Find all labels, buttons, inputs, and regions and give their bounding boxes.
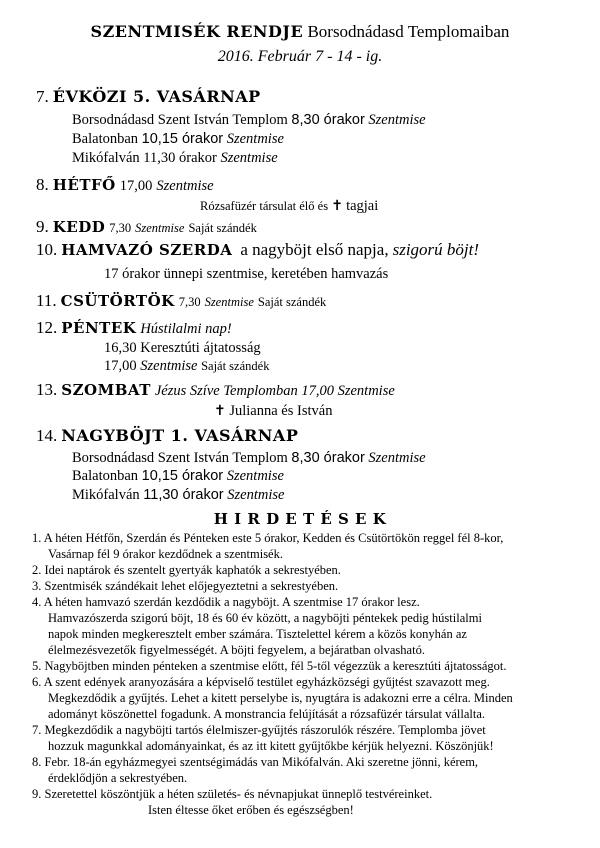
day-13-name: SZOMBAT [61,381,151,399]
day-7-name: ÉVKÖZI 5. VASÁRNAP [52,87,261,106]
day-14-line-3: Mikófalván 11,30 órakor Szentmise [72,487,285,503]
announcement-line: napok minden megkeresztelt ember számára. Tisztelettel kérem a közös konyhán az [48,627,467,641]
title-rest: Borsodnádasd Templomaiban [307,22,510,41]
date-range: 2016. Február 7 - 14 - ig. [217,48,383,65]
cross-icon: ✝ [331,199,343,214]
day-12-name: PÉNTEK [61,319,137,337]
announcement-line: Megkezdődik a gyűjtés. Lehet a kitett perselybe is, nyugtára is adakozni erre a célra. Minden [48,691,513,705]
announcement-line: Hamvazószerda szigorú böjt, 18 és 60 év között, a nagyböjti péntekek pedig hústilalmi [48,611,482,625]
day-8-name: HÉTFŐ [52,176,116,194]
page-title [0,22,600,42]
announcement-line: 3. Szentmisék szándékait lehet előjegyeztetni a sekrestyében. [32,579,339,593]
day-8-intent: Rózsafüzér társulat élő és ✝ tagjai [200,198,379,214]
day-10-line: 17 órakor ünnepi szentmise, keretében hamvazás [104,266,389,282]
day-7-line-2: Balatonban 10,15 órakor Szentmise [72,131,284,147]
day-10-header: 10. HAMVAZÓ SZERDA a nagyböjt első napja, szigorú böjt! [36,240,480,259]
day-12-line-1: 16,30 Keresztúti ájtatosság [104,340,261,356]
announcement-line: élelmezésvezetők figyelmességét. A böjti fegyelem, a bejáratban olvasható. [48,643,425,657]
day-7-line-3: Mikófalván 11,30 órakor Szentmise [72,150,278,166]
day-14-line-2: Balatonban 10,15 órakor Szentmise [72,468,284,484]
day-10-name: HAMVAZÓ SZERDA [61,241,233,259]
announcement-line: 7. Megkezdődik a nagyböjti tartós élelmiszer-gyűjtés rászorulók részére. Templomba jövet [32,723,486,737]
announcements-heading: H I R D E T É S E K [213,510,387,528]
day-13-intent: ✝ Julianna és István [214,403,333,419]
cross-icon: ✝ [214,404,226,419]
announcement-line: 1. A héten Hétfőn, Szerdán és Pénteken este 5 órakor, Kedden és Csütörtökön reggel fél 8-kor, [32,531,504,545]
announcement-line: adományt köszönettel fogadunk. A monstrancia felújítását a rózsafüzér társulat vállalta. [48,707,485,721]
day-13-header: 13. SZOMBAT Jézus Szíve Templomban 17,00 Szentmise [36,380,395,399]
announcement-line: Vasárnap fél 9 órakor kezdődnek a szentmisék. [48,547,283,561]
day-11-header: 11. CSÜTÖRTÖK 7,30 Szentmise Saját szándék [36,291,327,310]
announcement-line: 4. A héten hamvazó szerdán kezdődik a nagyböjt. A szentmise 17 órakor lesz. [32,595,420,609]
day-9-name: KEDD [52,218,106,236]
announcement-line: érdeklődjön a sekrestyében. [48,771,188,785]
announcement-line: 9. Szeretettel köszöntjük a héten születés- és névnapjukat ünneplő testvéreinket. [32,787,433,801]
announcement-line: 2. Idei naptárok és szentelt gyertyák kaphatók a sekrestyében. [32,563,341,577]
day-12-line-2: 17,00 Szentmise Saját szándék [104,358,270,374]
announcement-line: 6. A szent edények aranyozására a képviselő testület egyházközségi gyűjtést szavazott meg. [32,675,490,689]
announcement-line: 8. Febr. 18-án egyházmegyei szentségimádás van Mikófalván. Aki szeretne jönni, kérem, [32,755,479,769]
day-9-header: 9. KEDD 7,30 Szentmise Saját szándék [36,217,257,236]
day-7-header: 7. ÉVKÖZI 5. VASÁRNAP [36,87,261,106]
day-8-header: 8. HÉTFŐ 17,00 Szentmise [36,175,214,194]
announcement-line: 5. Nagyböjtben minden pénteken a szentmise előtt, fél 5-től végezzük a keresztúti ájtatosságot. [32,659,507,673]
title-bold: SZENTMISÉK RENDJE [90,22,304,41]
day-14-line-1: Borsodnádasd Szent István Templom 8,30 órakor Szentmise [72,450,426,466]
announcement-line: Isten éltesse őket erőben és egészségben! [148,803,354,817]
day-11-name: CSÜTÖRTÖK [60,292,175,310]
day-14-name: NAGYBÖJT 1. VASÁRNAP [61,426,299,445]
announcement-line: hozzuk magunkkal adományainkat, és az itt kitett gyűjtőkbe kérjük helyezni. Köszönjük! [48,739,494,753]
day-7-line-1: Borsodnádasd Szent István Templom 8,30 órakor Szentmise [72,112,426,128]
day-14-header: 14. NAGYBÖJT 1. VASÁRNAP [36,426,299,445]
day-12-header: 12. PÉNTEK Hústilalmi nap! [36,318,232,337]
